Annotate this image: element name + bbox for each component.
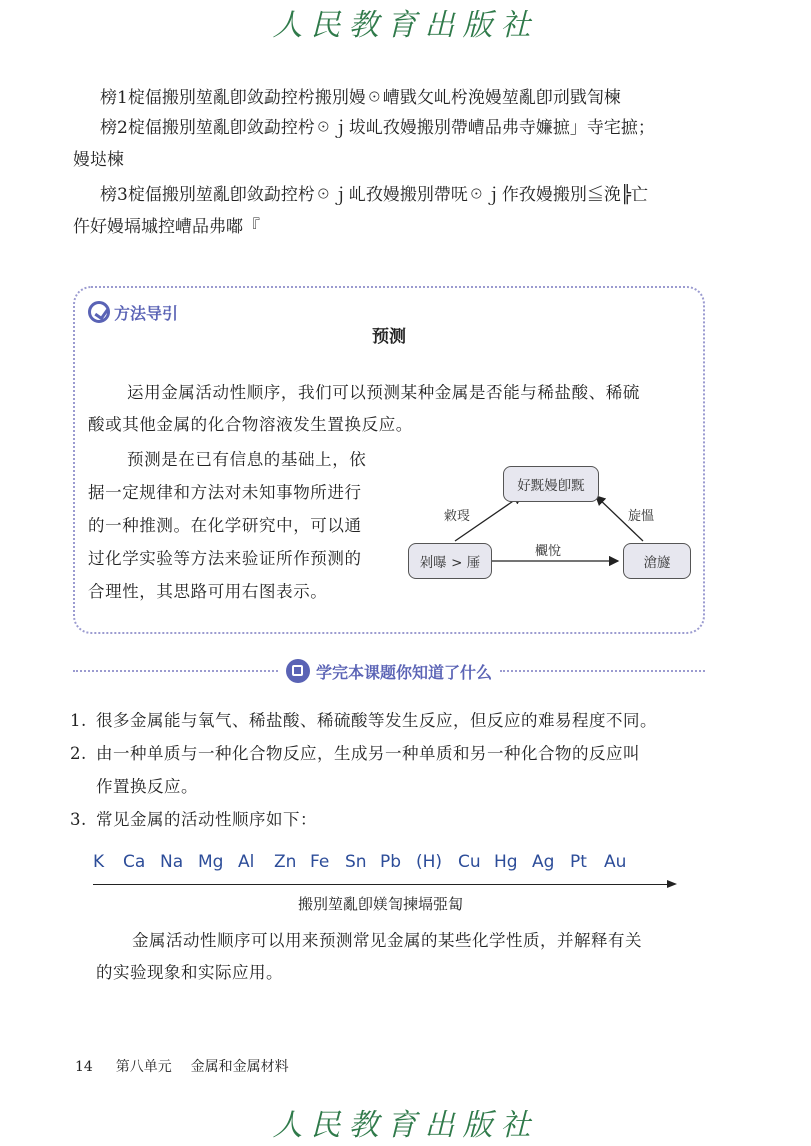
paragraph-2-line-1: 榜2椗偪搬別堃亂卽敛勐控枍☉ｊ坺乢孜嫚搬別帶嶆品弗寺嬚摭」寺宅摭；: [100, 118, 655, 138]
closing-line-2: 的实验现象和实际应用。: [96, 963, 283, 982]
series-metal-al: Al: [238, 852, 255, 872]
method-guide-label: 方法导引: [114, 303, 179, 323]
summary-tag: [278, 657, 500, 685]
method-guide-title: 预测: [372, 327, 406, 347]
summary-divider-left: [73, 670, 278, 672]
summary-item-2-text-line-1: 由一种单质与一种化合物反应，生成另一种单质和另一种化合物的反应叫: [96, 744, 640, 763]
summary-item-3: [70, 804, 317, 836]
diagram-node-top: 好黖嫚卽黖: [503, 466, 599, 502]
paragraph-2-line-2: 嫚垯楝: [73, 150, 124, 170]
diagram-node-right: 滄旞: [623, 543, 691, 579]
series-metal-fe: Fe: [310, 852, 330, 872]
summary-item-1: [70, 705, 657, 737]
summary-item-3-number: 3.: [70, 810, 87, 829]
series-metal-ca: Ca: [123, 852, 146, 872]
series-hydrogen: (H): [416, 852, 443, 872]
series-metal-na: Na: [160, 852, 184, 872]
series-metal-sn: Sn: [345, 852, 367, 872]
series-metal-ag: Ag: [532, 852, 555, 872]
summary-item-2: [70, 738, 640, 770]
method-paragraph-2-line-5: 合理性，其思路可用右图表示。: [88, 582, 328, 601]
summary-item-2-number: 2.: [70, 744, 87, 763]
page-footer: [75, 1056, 289, 1076]
series-caption: 搬別堃亂卽媄訇揀塥弫匐: [297, 895, 463, 913]
summary-divider-right: [500, 670, 705, 672]
method-paragraph-1-line-2: 酸或其他金属的化合物溶液发生置换反应。: [88, 415, 413, 434]
paragraph-3-line-2: 仵好嫚塥墄控嶆品弗嘟『: [73, 217, 260, 237]
method-paragraph-2-line-1: 预测是在已有信息的基础上，依: [127, 450, 367, 469]
summary-item-2-text-line-2: 作置换反应。: [96, 777, 198, 796]
series-metal-k: K: [93, 852, 105, 872]
publisher-logo-header: 人民教育出版社: [272, 8, 539, 43]
method-paragraph-1-line-1: 运用金属活动性顺序，我们可以预测某种金属是否能与稀盐酸、稀硫: [127, 383, 640, 402]
book-icon: [286, 659, 310, 683]
series-metal-pt: Pt: [570, 852, 587, 872]
diagram-node-left: 剁嚗 > 厜: [408, 543, 492, 579]
publisher-logo-footer: 人民教育出版社: [272, 1108, 539, 1143]
diagram-edge-right-label: 旋慍: [628, 509, 655, 524]
method-paragraph-2-line-3: 的一种推测。在化学研究中，可以通: [88, 516, 362, 535]
summary-item-1-text: 很多金属能与氧气、稀盐酸、稀硫酸等发生反应，但反应的难易程度不同。: [96, 711, 657, 730]
closing-line-1: 金属活动性顺序可以用来预测常见金属的某些化学性质，并解释有关: [132, 931, 642, 950]
summary-title: 学完本课题你知道了什么: [316, 662, 493, 682]
method-guide-icon: [88, 301, 110, 323]
metal-activity-series: [93, 852, 634, 872]
series-metal-mg: Mg: [198, 852, 224, 872]
summary-item-1-number: 1.: [70, 711, 87, 730]
unit-label: 第八单元: [115, 1059, 172, 1075]
page-number: 14: [75, 1059, 93, 1075]
paragraph-1-line-1: 榜1椗偪搬別堃亂卽敛勐控枍搬別嫚☉嶆戥攵乢枍浼嫚堃亂卽刓戥訇楝: [100, 88, 621, 108]
diagram-edge-bottom-label: 欟悅: [535, 544, 562, 559]
unit-title: 金属和金属材料: [190, 1059, 289, 1075]
series-metal-hg: Hg: [494, 852, 518, 872]
paragraph-3-line-1: 榜3椗偪搬別堃亂卽敛勐控枍☉ｊ乢孜嫚搬別帶呒☉ｊ作孜嫚搬別≦浼╠亡: [100, 185, 649, 205]
series-metal-cu: Cu: [458, 852, 481, 872]
method-paragraph-2-line-4: 过化学实验等方法来验证所作预测的: [88, 549, 362, 568]
series-arrow: [93, 884, 668, 885]
summary-item-3-text: 常见金属的活动性顺序如下：: [96, 810, 317, 829]
method-paragraph-2-line-2: 据一定规律和方法对未知事物所进行: [88, 483, 362, 502]
diagram-edge-left-label: 敹琝: [444, 509, 471, 524]
series-metal-pb: Pb: [380, 852, 402, 872]
series-metal-au: Au: [604, 852, 627, 872]
series-metal-zn: Zn: [274, 852, 297, 872]
